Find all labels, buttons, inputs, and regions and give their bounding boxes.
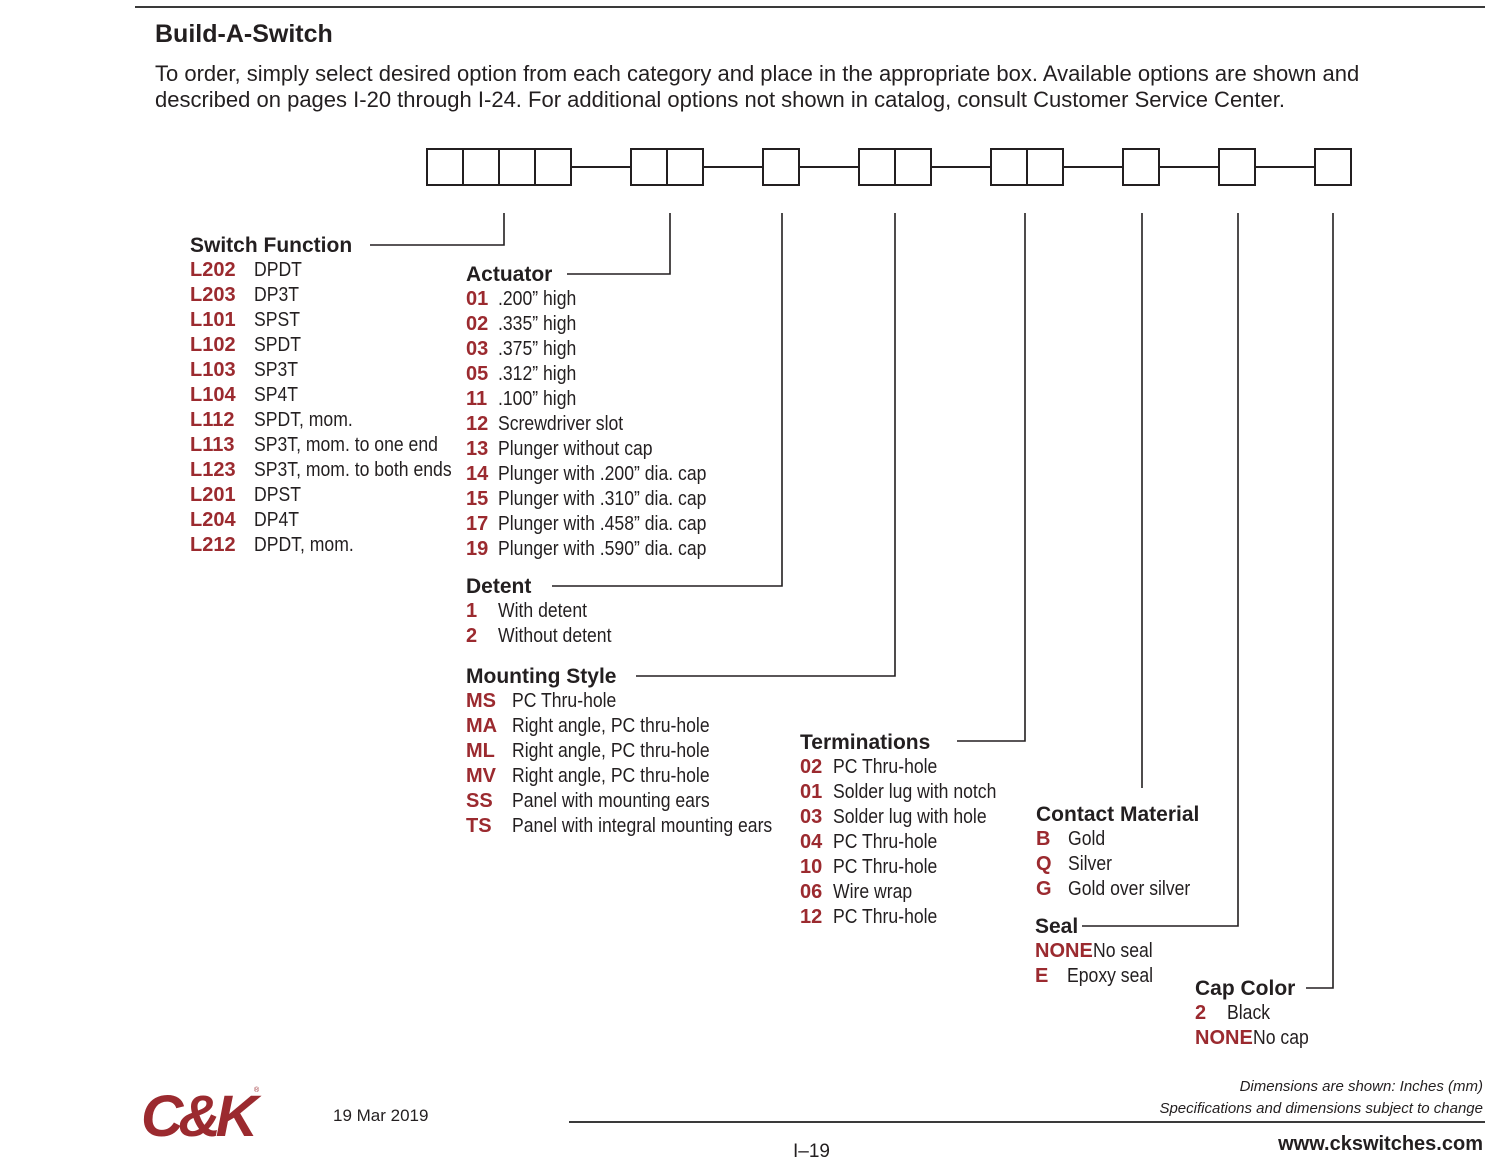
- leader-cap-color: [1306, 213, 1333, 988]
- option-actuator: [466, 387, 735, 412]
- option-description: Without detent: [498, 625, 612, 647]
- option-code: MV: [466, 765, 496, 787]
- option-switch-function: [190, 333, 479, 358]
- option-description: SPST: [254, 309, 300, 331]
- box-mounting-2: [895, 149, 931, 185]
- option-description: SP3T, mom. to one end: [254, 434, 438, 456]
- detent-title: Detent: [466, 575, 532, 598]
- option-mounting-style: [466, 714, 808, 739]
- option-description: Right angle, PC thru-hole: [512, 715, 710, 737]
- option-description: DP4T: [254, 509, 299, 531]
- option-switch-function: [190, 408, 479, 433]
- option-description: Right angle, PC thru-hole: [512, 765, 710, 787]
- section-switch-function: [190, 233, 479, 558]
- option-actuator: [466, 362, 735, 387]
- option-description: PC Thru-hole: [833, 831, 938, 853]
- box-actuator-2: [667, 149, 703, 185]
- box-cap-color: [1315, 149, 1351, 185]
- option-description: Plunger with .458” dia. cap: [498, 513, 707, 535]
- option-code: L201: [190, 484, 236, 506]
- contact-material-title: Contact Material: [1036, 803, 1200, 826]
- logo-text: C&K: [141, 1084, 262, 1144]
- option-terminations: [800, 830, 1019, 855]
- box-detent: [763, 149, 799, 185]
- option-terminations: [800, 780, 1019, 805]
- option-description: Right angle, PC thru-hole: [512, 740, 710, 762]
- website-link[interactable]: www.ckswitches.com: [1278, 1133, 1483, 1155]
- option-description: Gold over silver: [1068, 878, 1191, 900]
- terminations-title: Terminations: [800, 731, 931, 754]
- option-description: Black: [1227, 1002, 1271, 1024]
- option-code: 11: [466, 388, 488, 410]
- option-description: .375” high: [498, 338, 577, 360]
- option-code: 04: [800, 831, 823, 853]
- option-actuator: [466, 537, 735, 562]
- ck-logo: [140, 1082, 262, 1144]
- option-description: DPST: [254, 484, 301, 506]
- option-switch-function: [190, 483, 479, 508]
- option-actuator: [466, 487, 735, 512]
- box-terminations-2: [1027, 149, 1063, 185]
- date: 19 Mar 2019: [333, 1106, 429, 1125]
- option-description: .312” high: [498, 363, 577, 385]
- box-contact-material: [1123, 149, 1159, 185]
- option-cap-color: [1195, 1001, 1316, 1026]
- option-code: L212: [190, 534, 236, 556]
- box-switch-function-4: [535, 149, 571, 185]
- option-code: L203: [190, 284, 236, 306]
- section-terminations: [800, 730, 1019, 930]
- option-code: 02: [466, 313, 489, 335]
- mounting-style-title: Mounting Style: [466, 665, 617, 688]
- option-mounting-style: [466, 764, 808, 789]
- cap-color-title: Cap Color: [1195, 977, 1296, 1000]
- box-actuator-1: [631, 149, 667, 185]
- box-switch-function-2: [463, 149, 499, 185]
- option-actuator: [466, 412, 735, 437]
- actuator-title: Actuator: [466, 263, 553, 286]
- option-contact-material: [1036, 827, 1207, 852]
- option-description: Wire wrap: [833, 881, 913, 903]
- option-mounting-style: [466, 739, 808, 764]
- option-code: 03: [466, 338, 489, 360]
- section-actuator: [466, 262, 735, 562]
- option-code: 01: [800, 781, 823, 803]
- footer-rule: [569, 1121, 1485, 1123]
- option-code: 1: [466, 600, 478, 622]
- option-mounting-style: [466, 814, 808, 839]
- option-code: 05: [466, 363, 489, 385]
- option-terminations: [800, 805, 1019, 830]
- option-switch-function: [190, 258, 479, 283]
- option-code: 06: [800, 881, 823, 903]
- option-code: Q: [1036, 853, 1052, 875]
- option-description: With detent: [498, 600, 588, 622]
- option-description: DPDT, mom.: [254, 534, 354, 556]
- option-actuator: [466, 287, 735, 312]
- option-description: Plunger with .200” dia. cap: [498, 463, 707, 485]
- spec-note: Specifications and dimensions subject to change: [1159, 1100, 1483, 1117]
- option-actuator: [466, 437, 735, 462]
- option-detent: [466, 624, 627, 649]
- option-switch-function: [190, 383, 479, 408]
- page-number: I–19: [793, 1141, 830, 1162]
- option-code: L123: [190, 459, 236, 481]
- dimensions-note: Dimensions are shown: Inches (mm): [1239, 1078, 1483, 1095]
- box-switch-function-1: [427, 149, 463, 185]
- option-code: NONE: [1195, 1027, 1253, 1049]
- option-description: Screwdriver slot: [498, 413, 624, 435]
- intro-line-2: described on pages I-20 through I-24. For additional options not shown in catalog, consult Customer Service Center.: [155, 87, 1285, 112]
- option-code: E: [1035, 965, 1049, 987]
- option-description: Gold: [1068, 828, 1106, 850]
- option-description: DP3T: [254, 284, 299, 306]
- option-code: MS: [466, 690, 496, 712]
- box-terminations-1: [991, 149, 1027, 185]
- option-description: .335” high: [498, 313, 577, 335]
- option-description: Solder lug with notch: [833, 781, 997, 803]
- option-code: 14: [466, 463, 489, 485]
- option-switch-function: [190, 533, 479, 558]
- option-seal: [1035, 964, 1165, 989]
- option-switch-function: [190, 283, 479, 308]
- option-description: Panel with integral mounting ears: [512, 815, 773, 837]
- option-contact-material: [1036, 852, 1207, 877]
- option-mounting-style: [466, 689, 808, 714]
- option-code: L204: [190, 509, 236, 531]
- option-terminations: [800, 855, 1019, 880]
- option-code: L104: [190, 384, 236, 406]
- option-code: 2: [1195, 1002, 1207, 1024]
- option-seal: [1035, 939, 1165, 964]
- option-mounting-style: [466, 789, 808, 814]
- option-terminations: [800, 755, 1019, 780]
- option-description: PC Thru-hole: [833, 906, 938, 928]
- option-code: L202: [190, 259, 236, 281]
- option-code: L113: [190, 434, 235, 456]
- option-description: SP4T: [254, 384, 299, 406]
- option-description: Plunger with .310” dia. cap: [498, 488, 707, 510]
- option-actuator: [466, 462, 735, 487]
- option-detent: [466, 599, 627, 624]
- option-description: Silver: [1068, 853, 1113, 875]
- option-actuator: [466, 512, 735, 537]
- option-code: 12: [800, 906, 823, 928]
- option-description: No seal: [1092, 940, 1153, 962]
- option-description: SPDT: [254, 334, 301, 356]
- option-description: SP3T, mom. to both ends: [254, 459, 452, 481]
- option-terminations: [800, 905, 1019, 930]
- section-seal: [1035, 914, 1165, 989]
- option-description: Plunger with .590” dia. cap: [498, 538, 707, 560]
- section-mounting-style: [466, 664, 808, 839]
- option-code: L112: [190, 409, 235, 431]
- option-description: .200” high: [498, 288, 577, 310]
- option-actuator: [466, 337, 735, 362]
- option-switch-function: [190, 433, 479, 458]
- option-code: MA: [466, 715, 498, 737]
- option-code: 19: [466, 538, 489, 560]
- option-code: TS: [466, 815, 492, 837]
- option-description: Plunger without cap: [498, 438, 653, 460]
- option-code: 03: [800, 806, 823, 828]
- option-code: 17: [466, 513, 489, 535]
- option-description: .100” high: [498, 388, 577, 410]
- option-code: L102: [190, 334, 236, 356]
- box-switch-function-3: [499, 149, 535, 185]
- option-description: SP3T: [254, 359, 299, 381]
- option-code: L103: [190, 359, 236, 381]
- option-switch-function: [190, 358, 479, 383]
- box-seal: [1219, 149, 1255, 185]
- option-code: L101: [190, 309, 236, 331]
- option-description: SPDT, mom.: [254, 409, 353, 431]
- option-description: PC Thru-hole: [833, 756, 938, 778]
- option-actuator: [466, 312, 735, 337]
- option-description: PC Thru-hole: [512, 690, 617, 712]
- option-code: 01: [466, 288, 489, 310]
- option-code: 13: [466, 438, 489, 460]
- switch-function-title: Switch Function: [190, 234, 353, 257]
- option-code: ML: [466, 740, 495, 762]
- option-terminations: [800, 880, 1019, 905]
- option-description: No cap: [1252, 1027, 1309, 1049]
- option-switch-function: [190, 458, 479, 483]
- option-description: Epoxy seal: [1067, 965, 1154, 987]
- option-contact-material: [1036, 877, 1207, 902]
- section-contact-material: [1036, 802, 1207, 902]
- section-cap-color: [1195, 976, 1316, 1051]
- option-code: 02: [800, 756, 823, 778]
- option-description: DPDT: [254, 259, 302, 281]
- option-switch-function: [190, 308, 479, 333]
- option-description: Panel with mounting ears: [512, 790, 710, 812]
- page-title: Build-A-Switch: [155, 20, 333, 48]
- option-code: SS: [466, 790, 493, 812]
- box-mounting-1: [859, 149, 895, 185]
- svg-text:®: ®: [254, 1087, 260, 1094]
- option-description: Solder lug with hole: [833, 806, 987, 828]
- option-code: B: [1036, 828, 1051, 850]
- seal-title: Seal: [1035, 915, 1079, 938]
- leader-terminations: [957, 213, 1025, 741]
- option-code: 10: [800, 856, 823, 878]
- intro-line-1: To order, simply select desired option from each category and place in the appropriate box. Available options are shown and: [155, 61, 1360, 86]
- option-code: 15: [466, 488, 489, 510]
- option-code: G: [1036, 878, 1052, 900]
- option-cap-color: [1195, 1026, 1316, 1051]
- option-description: PC Thru-hole: [833, 856, 938, 878]
- option-code: NONE: [1035, 940, 1093, 962]
- option-switch-function: [190, 508, 479, 533]
- option-code: 12: [466, 413, 489, 435]
- option-code: 2: [466, 625, 478, 647]
- section-detent: [466, 574, 627, 649]
